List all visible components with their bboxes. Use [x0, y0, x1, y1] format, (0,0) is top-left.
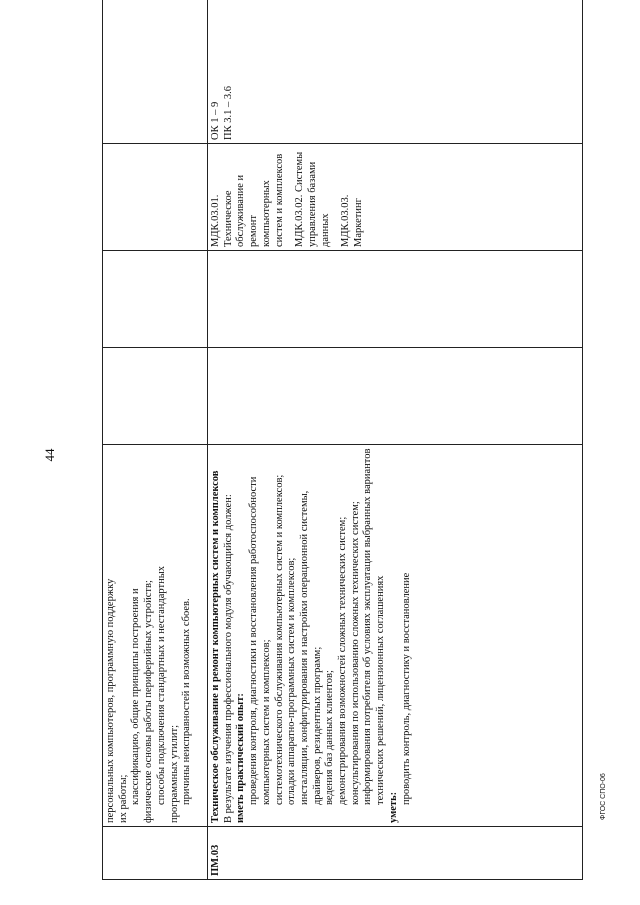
page-number: 44 — [42, 448, 57, 462]
module-code-cell — [103, 827, 208, 880]
curriculum-table-rotated — [102, 30, 572, 880]
mdk-cell — [208, 144, 583, 251]
empty-cell — [208, 251, 583, 348]
content-line: их работы; — [117, 774, 129, 823]
content-line: программных утилит; — [168, 725, 180, 823]
practice-item: ведения баз данных клиентов; — [324, 670, 336, 805]
practice-heading: иметь практический опыт: — [235, 693, 247, 823]
competency-item: ПК 3.1 – 3.6 — [222, 86, 234, 140]
content-line: физические основы работы периферийных устройств; — [143, 580, 155, 823]
mdk-cell — [103, 144, 208, 251]
competency-cell — [103, 0, 208, 144]
content-line: способы подключения стандартных и нестандартных — [155, 565, 167, 805]
footer-code: ФГОС СПО-06 — [600, 773, 607, 820]
content-line: классификацию, общие принципы построения и — [130, 588, 142, 805]
practice-item: демонстрирования возможностей сложных технических систем; — [337, 516, 349, 805]
mdk-item: МДК.03.03. Маркетинг — [340, 194, 365, 247]
mdk-item: МДК.03.01. Техническое обслуживание и ремонт компьютерных систем и комплексов — [210, 153, 285, 247]
content-line: причины неисправностей и возможных сбоев. — [181, 598, 193, 805]
table-row — [103, 0, 208, 880]
content-cell — [208, 445, 583, 827]
table-row — [208, 0, 583, 880]
empty-cell — [208, 348, 583, 445]
module-code-cell: ПМ.03 — [208, 827, 583, 880]
practice-item: системотехнического обслуживания компьютерных систем и комплексов; — [273, 474, 285, 805]
practice-item: проведения контроля, диагностики и восстановления работоспособности компьютерных систем и комплексов; — [248, 476, 272, 805]
content-line: персональных компьютеров, программную поддержку — [105, 578, 116, 823]
practice-item: консультирования по использованию сложных технических систем; — [349, 501, 361, 805]
practice-item: информирования потребителя об условиях эксплуатации выбранных вариантов технических решений, лицензионных соглашениях — [362, 448, 387, 805]
content-cell — [103, 445, 208, 827]
mdk-item: МДК.03.02. Системы управления базами данных — [294, 151, 331, 247]
competency-cell — [208, 0, 583, 144]
competency-item: ОК 1 – 9 — [210, 101, 221, 140]
curriculum-table — [102, 0, 583, 880]
skills-item: проводить контроль, диагностику и восстановление — [400, 572, 412, 805]
practice-item: отладки аппаратно-программных систем и комплексов; — [286, 557, 298, 805]
module-title: Техническое обслуживание и ремонт компьютерных систем и комплексов — [210, 470, 221, 823]
practice-item: инсталляции, конфигурирования и настройки операционной системы, драйверов, резидентных программ; — [298, 490, 323, 805]
skills-heading: уметь: — [387, 791, 399, 823]
empty-cell — [103, 251, 208, 348]
intro-text: В результате изучения профессионального модуля обучающийся должен: — [222, 494, 234, 823]
empty-cell — [103, 348, 208, 445]
